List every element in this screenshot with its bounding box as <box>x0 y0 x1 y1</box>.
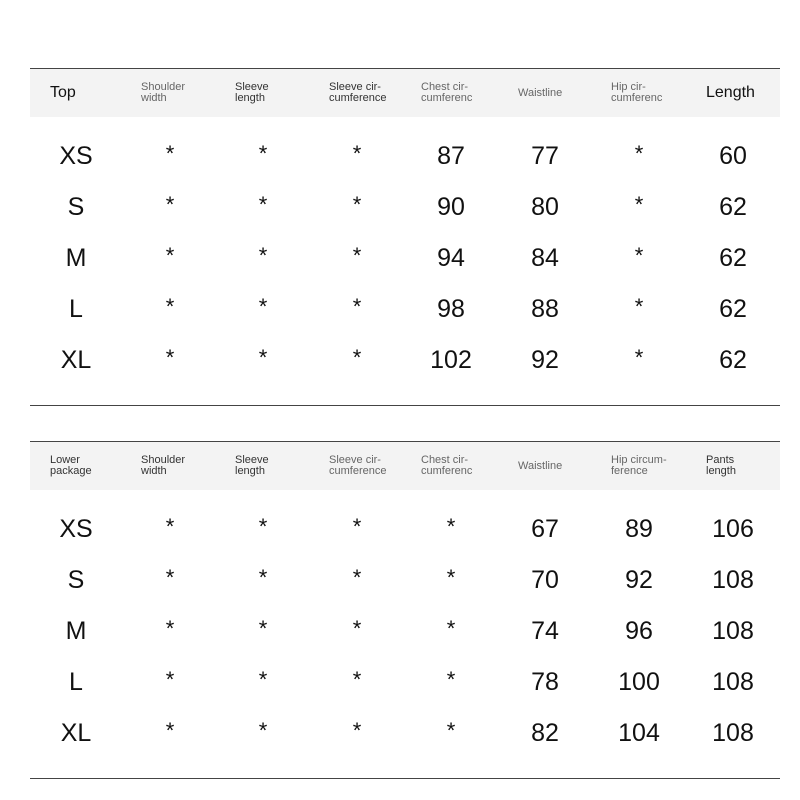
table-cell: * <box>258 718 268 743</box>
header-sleeve-length: Sleeve length <box>235 454 269 477</box>
header-shoulder-width: Shoulder width <box>141 454 186 477</box>
header-shoulder-width: Shoulder width <box>141 81 186 104</box>
table-cell: * <box>634 345 644 370</box>
table-cell: 60 <box>719 142 747 170</box>
table-cell: 84 <box>531 244 559 272</box>
table-cell: * <box>446 667 456 692</box>
size-label: M <box>65 617 87 645</box>
lower-size-table <box>30 441 780 779</box>
table-cell: * <box>634 192 644 217</box>
header-top: Top <box>50 84 76 101</box>
table-cell: * <box>165 192 175 217</box>
table-cell: * <box>352 718 362 743</box>
table-cell: * <box>352 243 362 268</box>
table-cell: 77 <box>531 142 559 170</box>
table-cell: * <box>258 294 268 319</box>
header-waistline: Waistline <box>518 459 563 472</box>
table-cell: 78 <box>531 668 559 696</box>
table-cell: * <box>258 616 268 641</box>
header-chest-circumference: Chest cir- cumferenc <box>421 454 473 477</box>
table-row <box>30 131 780 182</box>
table-cell: 96 <box>625 617 653 645</box>
size-label: XL <box>60 346 92 374</box>
table-row <box>30 182 780 233</box>
table-cell: 74 <box>531 617 559 645</box>
table-cell: * <box>258 141 268 166</box>
table-cell: * <box>634 243 644 268</box>
table-cell: * <box>165 345 175 370</box>
table-cell: 98 <box>437 295 465 323</box>
table-cell: 62 <box>719 244 747 272</box>
size-label: L <box>69 295 83 323</box>
table-cell: 88 <box>531 295 559 323</box>
table-cell: * <box>352 667 362 692</box>
table-cell: * <box>352 192 362 217</box>
table-row <box>30 606 780 657</box>
table-cell: * <box>165 565 175 590</box>
table-cell: * <box>165 294 175 319</box>
size-label: XL <box>60 719 92 747</box>
table-cell: * <box>258 243 268 268</box>
table-cell: * <box>258 345 268 370</box>
table-cell: * <box>634 141 644 166</box>
table-cell: 100 <box>618 668 660 696</box>
table-cell: 90 <box>437 193 465 221</box>
table-cell: * <box>634 294 644 319</box>
table-cell: * <box>165 616 175 641</box>
table-cell: * <box>165 243 175 268</box>
header-length: Length <box>706 84 755 101</box>
header-sleeve-length: Sleeve length <box>235 81 269 104</box>
size-label: XS <box>59 515 93 543</box>
size-label: S <box>67 193 85 221</box>
header-lower-package: Lower package <box>50 454 92 477</box>
table-cell: 108 <box>712 668 754 696</box>
size-label: S <box>67 566 85 594</box>
size-label: M <box>65 244 87 272</box>
table-row <box>30 284 780 335</box>
table-cell: * <box>258 667 268 692</box>
table-cell: 67 <box>531 515 559 543</box>
table-cell: 62 <box>719 346 747 374</box>
table-cell: * <box>258 514 268 539</box>
table-cell: * <box>446 565 456 590</box>
table-cell: 80 <box>531 193 559 221</box>
table-cell: 108 <box>712 617 754 645</box>
table-cell: 94 <box>437 244 465 272</box>
header-chest-circumference: Chest cir- cumferenc <box>421 81 473 104</box>
header-waistline: Waistline <box>518 86 563 99</box>
header-pants-length: Pants length <box>706 454 736 477</box>
table-row <box>30 657 780 708</box>
size-label: XS <box>59 142 93 170</box>
table-cell: * <box>352 616 362 641</box>
table-cell: * <box>165 718 175 743</box>
table-cell: 102 <box>430 346 472 374</box>
table-row <box>30 555 780 606</box>
table-cell: * <box>352 565 362 590</box>
header-sleeve-circumference: Sleeve cir- cumference <box>329 81 387 104</box>
top-size-table <box>30 68 780 406</box>
table-cell: 106 <box>712 515 754 543</box>
table-cell: 89 <box>625 515 653 543</box>
table-cell: * <box>446 718 456 743</box>
table-cell: 82 <box>531 719 559 747</box>
lower-table-body <box>30 504 780 759</box>
table-cell: * <box>258 565 268 590</box>
table-cell: 92 <box>531 346 559 374</box>
top-table-body <box>30 131 780 386</box>
table-cell: 104 <box>618 719 660 747</box>
table-cell: * <box>352 514 362 539</box>
table-cell: 87 <box>437 142 465 170</box>
table-cell: 92 <box>625 566 653 594</box>
table-cell: 70 <box>531 566 559 594</box>
lower-table-header <box>30 442 780 490</box>
header-hip-circumference: Hip circum- ference <box>611 454 667 477</box>
table-cell: * <box>352 345 362 370</box>
table-cell: * <box>165 514 175 539</box>
size-label: L <box>69 668 83 696</box>
top-table-header <box>30 69 780 117</box>
table-cell: * <box>165 667 175 692</box>
table-row <box>30 708 780 759</box>
table-cell: 62 <box>719 295 747 323</box>
table-row <box>30 335 780 386</box>
table-row <box>30 504 780 555</box>
table-row <box>30 233 780 284</box>
header-sleeve-circumference: Sleeve cir- cumference <box>329 454 387 477</box>
table-cell: * <box>446 616 456 641</box>
table-cell: * <box>258 192 268 217</box>
header-hip-circumference: Hip cir- cumferenc <box>611 81 663 104</box>
table-cell: * <box>446 514 456 539</box>
table-cell: * <box>352 294 362 319</box>
table-cell: * <box>352 141 362 166</box>
table-cell: 108 <box>712 566 754 594</box>
table-cell: 108 <box>712 719 754 747</box>
table-cell: 62 <box>719 193 747 221</box>
table-cell: * <box>165 141 175 166</box>
